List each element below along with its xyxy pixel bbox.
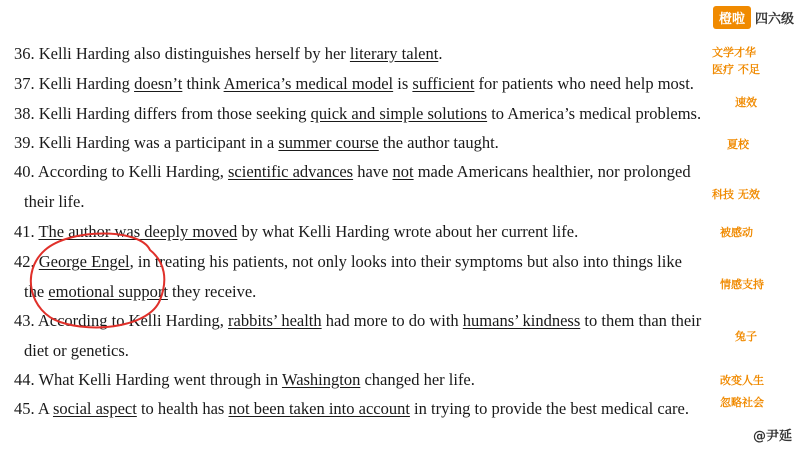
underlined-phrase: quick and simple solutions — [310, 104, 488, 123]
note-42: 情感支持 — [720, 278, 764, 291]
statement-text: they receive. — [167, 282, 257, 301]
note-43: 兔子 — [735, 330, 757, 343]
note-37: 医疗 不足 — [712, 63, 760, 76]
statement-text: 36. Kelli Harding also distinguishes herself by her — [14, 44, 350, 63]
brand-subtitle: 四六级 — [754, 12, 794, 27]
statement-text: to them than their — [580, 311, 702, 330]
note-39: 夏校 — [727, 138, 749, 151]
statement-43 — [14, 310, 701, 332]
statement-38 — [14, 103, 701, 125]
underlined-phrase: humans’ kindness — [462, 311, 581, 330]
statement-text: . — [438, 44, 443, 63]
statement-text: 39. Kelli Harding was a participant in a — [14, 133, 279, 152]
statement-text: changed her life. — [360, 370, 475, 389]
underlined-phrase: literary talent — [349, 44, 439, 63]
statement-text: 45. A — [14, 399, 53, 418]
statement-text: their life. — [24, 192, 85, 211]
statement-text: 44. What Kelli Harding went through in — [14, 370, 282, 389]
underlined-phrase: emotional support — [48, 282, 168, 301]
underlined-phrase: sufficient — [412, 74, 475, 93]
underlined-phrase: social aspect — [52, 399, 137, 418]
underlined-phrase: George Engel — [38, 252, 130, 271]
statement-41 — [14, 221, 578, 243]
statement-44 — [14, 369, 475, 391]
statement-text: , in treating his patients, not only looks into their symptoms but also into things like — [129, 252, 682, 271]
underlined-phrase: scientific advances — [228, 162, 354, 181]
underlined-phrase: Washington — [281, 370, 361, 389]
note-36: 文学才华 — [712, 46, 756, 59]
statement-text: 43. According to Kelli Harding, — [14, 311, 229, 330]
statement-37 — [14, 73, 694, 95]
note-40: 科技 无效 — [712, 188, 760, 201]
statement-text: 37. Kelli Harding — [14, 74, 135, 93]
statement-text: for patients who need help most. — [474, 74, 694, 93]
statement-39 — [14, 132, 499, 154]
statement-text: is — [393, 74, 413, 93]
underlined-phrase: doesn’t — [134, 74, 183, 93]
statement-text: to health has — [136, 399, 229, 418]
note-44: 改变人生 — [720, 374, 764, 387]
underlined-phrase: rabbits’ health — [228, 311, 322, 330]
statement-text: 38. Kelli Harding differs from those seeking — [14, 104, 311, 123]
statement-text: by what Kelli Harding wrote about her current life. — [237, 222, 579, 241]
statement-text: in trying to provide the best medical care. — [409, 399, 689, 418]
statement-text: had more to do with — [321, 311, 463, 330]
statement-36 — [14, 43, 442, 65]
statement-40-cont — [24, 191, 84, 213]
statement-45 — [14, 398, 689, 420]
statement-text: to America’s medical problems. — [487, 104, 702, 123]
note-45: 忽略社会 — [720, 396, 764, 409]
note-38: 速效 — [735, 96, 757, 109]
brand-name: 橙啦 — [713, 6, 751, 29]
underlined-phrase: not — [392, 162, 414, 181]
author-watermark: @尹延 — [752, 429, 792, 444]
statement-42 — [14, 251, 682, 273]
statement-42-cont — [24, 281, 256, 303]
statement-text: think — [182, 74, 224, 93]
brand-badge — [713, 6, 794, 29]
statement-text: the — [24, 282, 49, 301]
underlined-phrase: not been taken into account — [228, 399, 410, 418]
underlined-phrase: The author was deeply moved — [38, 222, 238, 241]
statement-text: the author taught. — [378, 133, 499, 152]
underlined-phrase: America’s medical model — [223, 74, 394, 93]
statement-text: 41. — [14, 222, 39, 241]
statement-text: diet or genetics. — [24, 341, 129, 360]
statement-40 — [14, 161, 691, 183]
note-41: 被感动 — [720, 226, 753, 239]
statement-text: made Americans healthier, nor prolonged — [413, 162, 691, 181]
underlined-phrase: summer course — [278, 133, 379, 152]
statement-text: 42. — [14, 252, 39, 271]
statement-text: have — [353, 162, 393, 181]
statement-43-cont — [24, 340, 129, 362]
statement-text: 40. According to Kelli Harding, — [14, 162, 229, 181]
